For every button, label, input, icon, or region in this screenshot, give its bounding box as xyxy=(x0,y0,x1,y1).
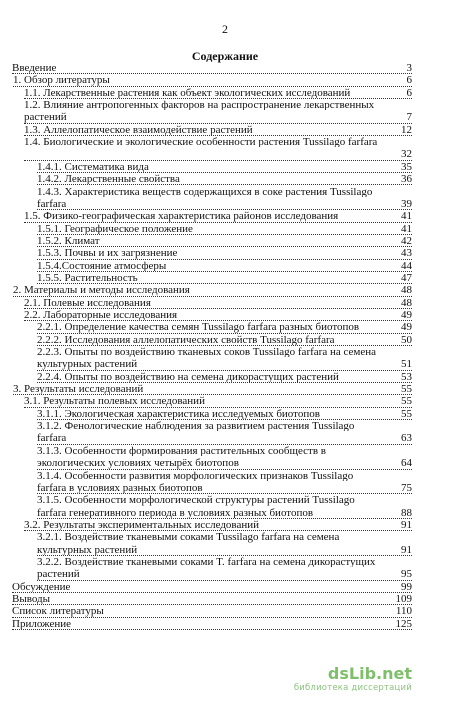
toc-entry xyxy=(0,99,450,124)
toc-page-number: 91 xyxy=(401,543,412,556)
toc-entry-text: 1.2. Влияние антропогенных факторов на распространение лекарственных xyxy=(24,99,375,111)
toc-entry-line xyxy=(24,395,412,407)
toc-entry xyxy=(0,531,450,556)
page-number: 2 xyxy=(222,22,228,36)
toc-entry xyxy=(0,371,450,383)
toc-page-number: 51 xyxy=(401,358,412,371)
toc-entry-line xyxy=(37,568,412,580)
toc-entry-text: культурных растений xyxy=(37,543,138,556)
toc-entry xyxy=(0,321,450,333)
toc-entry-text: 2.2.1. Определение качества семян Tussilago farfara разных биотопов xyxy=(37,321,360,334)
toc-entry-text: Обсуждение xyxy=(12,580,71,593)
toc-entry-text: растений xyxy=(24,111,67,124)
toc-entry-line xyxy=(37,445,412,456)
toc-entry-text: Выводы xyxy=(12,593,51,606)
toc-entry-text: 1.1. Лекарственные растения как объект экологических исследований xyxy=(24,86,351,99)
watermark xyxy=(294,664,412,693)
toc-entry-text: 1.5. Физико-географическая характеристика районов исследования xyxy=(24,210,339,223)
toc-page-number: 12 xyxy=(401,123,412,136)
toc-entry-line xyxy=(24,519,412,531)
toc-entry-text: 3.2. Результаты экспериментальных исследований xyxy=(24,518,260,531)
watermark-subtitle: библиотека диссертаций xyxy=(293,683,412,693)
toc-entry-text: farfara генеративного периода в условиях разных биотопов xyxy=(37,506,314,519)
toc-page-number: 53 xyxy=(401,370,412,383)
toc-entry xyxy=(0,247,450,259)
toc-entry xyxy=(0,260,450,272)
toc-entry-text: 2.2. Лабораторные исследования xyxy=(24,309,178,321)
toc-entry-text: farfara xyxy=(37,432,67,445)
toc-entry-text: 1.4.3. Характеристика веществ содержащихся в соке растения Tussilago xyxy=(37,185,373,197)
toc-entry xyxy=(0,136,450,161)
toc-entry xyxy=(0,334,450,346)
toc-entry-text: 2.1. Полевые исследования xyxy=(24,296,151,309)
toc-page-number: 47 xyxy=(401,271,412,284)
toc-entry xyxy=(0,383,450,395)
toc-entry-text: Приложение xyxy=(12,617,72,630)
toc-entry xyxy=(0,62,450,74)
toc-entry-line xyxy=(24,148,412,160)
toc-page-number: 6 xyxy=(406,86,412,99)
toc-entry-line xyxy=(24,136,412,147)
toc-entry xyxy=(0,581,450,593)
toc-entry-line xyxy=(37,198,412,210)
toc-page-number: 55 xyxy=(401,383,412,396)
toc-entry-line xyxy=(12,605,412,617)
toc-page-number: 109 xyxy=(395,593,412,606)
toc-page-number: 3 xyxy=(406,62,412,74)
toc-entry-text: farfara xyxy=(37,197,67,210)
toc-entry-line xyxy=(24,309,412,321)
toc-entry-line xyxy=(37,470,412,481)
toc-page-number: 99 xyxy=(401,580,412,593)
toc-entry-line xyxy=(37,235,412,247)
toc-entry xyxy=(0,124,450,136)
toc-entry-text: 3.1.4. Особенности развития морфологических признаков Tussilago xyxy=(37,469,354,481)
toc-entry-line xyxy=(37,272,412,284)
toc-page-number: 55 xyxy=(401,395,412,408)
toc-entry-text: 2.2.4. Опыты по воздействию на семена дикорастущих растений xyxy=(37,370,339,383)
toc-page-number: 44 xyxy=(401,259,412,272)
toc-entry xyxy=(0,309,450,321)
toc-entry xyxy=(0,223,450,235)
toc-page-number: 48 xyxy=(401,284,412,297)
toc-entry xyxy=(0,272,450,284)
toc-entry-line xyxy=(37,531,412,542)
toc-entry xyxy=(0,173,450,185)
toc-page-number: 55 xyxy=(401,407,412,420)
toc-page-number: 43 xyxy=(401,247,412,260)
toc-entry-line xyxy=(37,507,412,519)
toc-entry-text: 3.1.2. Фенологические наблюдения за развитием растения Tussilago xyxy=(37,420,355,432)
toc-entry-line xyxy=(37,346,412,357)
toc-entry xyxy=(0,87,450,99)
toc-entry-line xyxy=(37,371,412,383)
toc-entry xyxy=(0,470,450,495)
toc-entry xyxy=(0,519,450,531)
toc-entry-line xyxy=(37,260,412,272)
toc-page-number: 88 xyxy=(401,506,412,519)
toc-entry xyxy=(0,556,450,581)
toc-entry-text: 1. Обзор литературы xyxy=(13,74,110,87)
toc-entry xyxy=(0,346,450,371)
toc-entry-text: 2. Материалы и методы исследования xyxy=(13,284,190,297)
toc-page-number: 91 xyxy=(401,518,412,531)
toc-entry-text: 2.2.3. Опыты по воздействию тканевых соков Tussilago farfara на семена xyxy=(37,346,376,358)
toc-entry-line xyxy=(13,284,412,296)
toc-entry-text: Введение xyxy=(12,62,57,74)
toc-entry-text: 1.4.2. Лекарственные свойства xyxy=(37,173,180,186)
toc-page-number: 49 xyxy=(401,321,412,334)
toc-entry-line xyxy=(37,223,412,235)
toc-entry-line xyxy=(13,383,412,395)
toc-page-number: 125 xyxy=(395,617,412,630)
toc-page-number: 6 xyxy=(406,74,412,87)
toc-page-number: 36 xyxy=(401,173,412,186)
toc-entry-line xyxy=(37,408,412,420)
toc-entry xyxy=(0,74,450,86)
toc-entry-line xyxy=(24,124,412,136)
toc-entry xyxy=(0,395,450,407)
toc-entry-line xyxy=(12,593,412,605)
toc-entry-line xyxy=(37,556,412,567)
toc-entry xyxy=(0,618,450,630)
toc-entry-line xyxy=(37,186,412,197)
toc-entry-line xyxy=(37,420,412,431)
toc-entry-line xyxy=(12,618,412,630)
toc-entry xyxy=(0,408,450,420)
toc-page-number: 39 xyxy=(401,197,412,210)
toc-entry xyxy=(0,605,450,617)
toc-page-number: 32 xyxy=(401,148,412,161)
toc-page-number: 75 xyxy=(401,481,412,494)
toc-entry-line xyxy=(12,62,412,74)
toc-entry xyxy=(0,210,450,222)
toc-entry-text: 3.1.1. Экологическая характеристика исследуемых биотопов xyxy=(37,407,320,420)
toc-entry-line xyxy=(24,297,412,309)
toc-page-number: 48 xyxy=(401,296,412,309)
toc-entry xyxy=(0,235,450,247)
toc-title: Содержание xyxy=(191,49,259,63)
toc-entry-line xyxy=(12,581,412,593)
toc-entry-line xyxy=(24,210,412,222)
toc-entry-line xyxy=(37,457,412,469)
toc-entry-line xyxy=(37,544,412,556)
toc-entry-line xyxy=(13,74,412,86)
toc-entry-text: экологических условиях четырёх биотопов xyxy=(37,457,239,470)
toc-entry-text: 1.5.1. Географическое положение xyxy=(37,222,193,235)
toc-entry-text: 2.2.2. Исследования аллелопатических свойств Tussilago farfara xyxy=(37,333,335,346)
toc-page-number: 64 xyxy=(401,457,412,470)
toc-entry-text: 1.5.2. Климат xyxy=(37,234,100,247)
toc-page-number: 41 xyxy=(401,210,412,223)
toc-entry-line xyxy=(37,334,412,346)
toc-page-number: 95 xyxy=(401,568,412,581)
toc-page-number: 35 xyxy=(401,160,412,173)
toc-entry-line xyxy=(24,87,412,99)
toc-entry-line xyxy=(24,99,412,110)
toc-entry-text: Список литературы xyxy=(12,605,104,618)
toc-entry-line xyxy=(37,432,412,444)
toc-entry-line xyxy=(37,482,412,494)
toc-entry-line xyxy=(37,358,412,370)
toc-entry-text: 3.1. Результаты полевых исследований xyxy=(24,395,205,408)
toc-entry xyxy=(0,445,450,470)
toc-entry-text: 3.2.2. Воздействие тканевыми соками T. farfara на семена дикорастущих xyxy=(37,556,376,568)
toc-page-number: 63 xyxy=(401,432,412,445)
toc-entry-line xyxy=(37,247,412,259)
toc-entry-text: farfara в условиях разных биотопов xyxy=(37,481,203,494)
toc-page-number: 50 xyxy=(401,333,412,346)
toc-entry-text: 1.3. Аллелопатическое взаимодействие растений xyxy=(24,123,253,136)
toc-entry-text: 3.1.5. Особенности морфологической структуры растений Tussilago xyxy=(37,494,355,506)
toc-entry-text: растений xyxy=(37,568,80,581)
toc-entry-line xyxy=(37,173,412,185)
toc-entry xyxy=(0,420,450,445)
toc-entry xyxy=(0,593,450,605)
toc-entry-line xyxy=(37,321,412,333)
toc-entry-text: 3.2.1. Воздействие тканевыми соками Tussilago farfara на семена xyxy=(37,531,340,543)
toc-entry xyxy=(0,297,450,309)
toc-entry-line xyxy=(24,111,412,123)
watermark-logo: dsLib.net xyxy=(327,664,412,683)
toc-entry xyxy=(0,186,450,211)
toc-entry-text: 3. Результаты исследований xyxy=(13,383,144,396)
toc-page-number: 7 xyxy=(406,111,412,124)
toc-page-number: 110 xyxy=(395,605,412,618)
toc-page-number: 49 xyxy=(401,309,412,321)
toc-entry-text: 3.1.3. Особенности формирования растительных сообществ в xyxy=(37,444,326,457)
toc-entry-text: 1.5.4.Состояние атмосферы xyxy=(37,259,167,272)
toc-entry-line xyxy=(37,494,412,505)
toc-entry-text: 1.5.3. Почвы и их загрязнение xyxy=(37,247,178,260)
toc-entry-line xyxy=(37,161,412,173)
toc-entry-text: 1.4. Биологические и экологические особенности растения Tussilago farfara xyxy=(24,136,378,148)
toc-page-number: 41 xyxy=(401,222,412,235)
toc-entry-text: 1.4.1. Систематика вида xyxy=(37,160,149,173)
toc-entry-text: 1.5.5. Растительность xyxy=(37,271,138,284)
toc-entry xyxy=(0,161,450,173)
toc-entry xyxy=(0,284,450,296)
toc-entry xyxy=(0,494,450,519)
toc-page-number: 42 xyxy=(401,234,412,247)
toc-entry-text: культурных растений xyxy=(37,358,138,371)
